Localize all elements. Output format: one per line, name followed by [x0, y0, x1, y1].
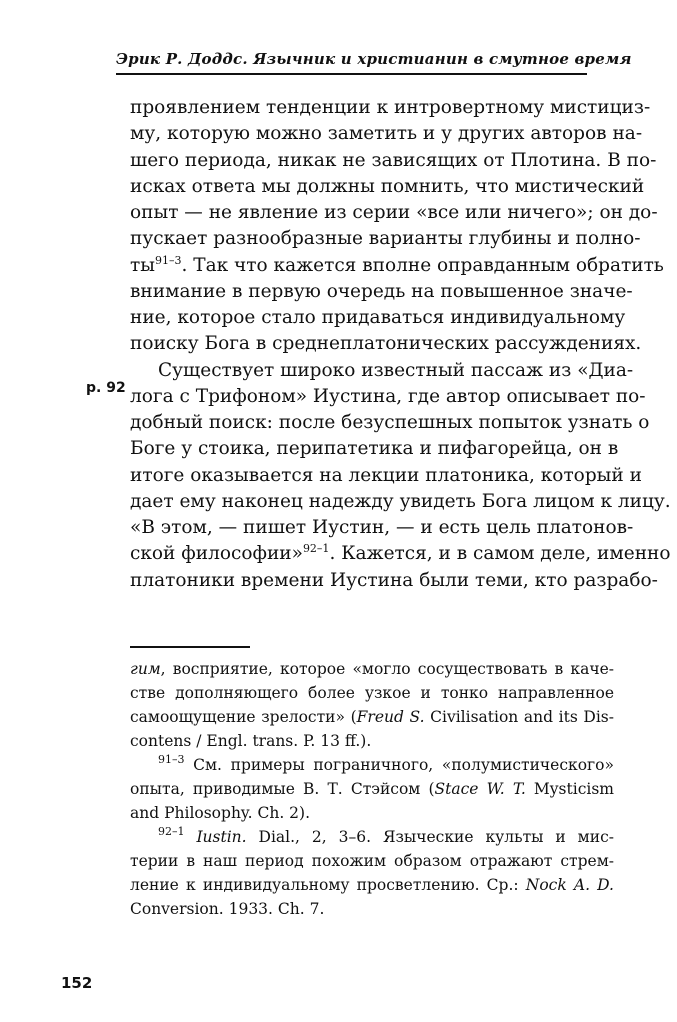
text-line: ние, которое стало придаваться индивидуальному — [130, 307, 626, 328]
footnotes — [130, 657, 614, 921]
note-line — [130, 705, 614, 729]
text-line: Боге у стоика, перипатетика и пифагорейца, он в — [130, 438, 619, 460]
note-line: терии в наш период похожим образом отражают стрем- — [130, 852, 614, 870]
note-fragment: гим — [130, 660, 161, 678]
text-line: внимание в первую очередь на повышенное значе- — [130, 280, 633, 302]
note-fragment: Mysticism — [525, 780, 614, 798]
footnote-number: 92–1 — [158, 825, 185, 838]
main-text — [130, 95, 671, 594]
note-fragment: Civilisation and its Dis- — [424, 708, 614, 726]
note-line — [130, 753, 614, 777]
running-header: Эрик Р. Доддс. Язычник и христианин в смутное время — [116, 50, 632, 68]
text-line: шего периода, никак не зависящих от Плотина. В по- — [130, 149, 657, 171]
footnote-ref: 91–3 — [154, 253, 182, 267]
footnote-92-1 — [130, 825, 614, 921]
note-line: contens / Engl. trans. P. 13 ff.). — [130, 732, 372, 750]
text-line: итоге оказывается на лекции платоника, который и — [130, 464, 642, 486]
text-fragment: . Так что кажется вполне оправданным обратить — [181, 254, 664, 276]
footnote-ref: 92–1 — [302, 542, 330, 556]
note-line: and Philosophy. Ch. 2). — [130, 804, 311, 822]
text-line: пускает разнообразные варианты глубины и полно- — [130, 228, 641, 250]
footnote-rule — [130, 646, 250, 648]
footnote-continuation — [130, 657, 614, 753]
note-fragment: Nock A. D. — [525, 876, 614, 894]
text-line: исках ответа мы должны помнить, что мистический — [130, 175, 645, 197]
note-line — [130, 777, 614, 801]
note-fragment: опыта, приводимые В. Т. Стэйсом ( — [130, 780, 435, 798]
note-fragment: Iustin. — [196, 828, 247, 846]
note-fragment: самоощущение зрелости» ( — [130, 708, 357, 726]
note-fragment: , восприятие, которое «могло сосуществовать в каче- — [160, 660, 614, 678]
margin-page-reference: p. 92 — [86, 380, 126, 396]
note-line — [130, 825, 614, 849]
text-line: поиску Бога в среднеплатонических рассуждениях. — [130, 333, 642, 355]
text-line: Существует широко известный пассаж из «Диа- — [158, 359, 634, 381]
text-line: «В этом, — пишет Иустин, — и есть цель платонов- — [130, 517, 634, 538]
note-fragment: Stace W. T. — [434, 780, 526, 798]
note-line — [130, 873, 614, 897]
text-fragment: ты — [130, 254, 155, 276]
text-line: платоники времени Иустина были теми, кто разрабо- — [130, 569, 658, 591]
text-line: проявлением тенденции к интровертному мистициз- — [130, 97, 651, 118]
footnote-number: 91–3 — [158, 753, 185, 766]
note-line: стве дополняющего более узкое и тонко направленное — [130, 684, 614, 702]
page-number: 152 — [61, 974, 93, 992]
text-fragment: ской философии» — [130, 543, 303, 565]
note-line: Conversion. 1933. Ch. 7. — [130, 900, 325, 918]
text-line: добный поиск: после безуспешных попыток узнать о — [130, 412, 650, 433]
text-line — [130, 253, 664, 279]
note-fragment: Dial., 2, 3–6. Языческие культы и мис- — [246, 828, 614, 846]
text-line: му, которую можно заметить и у других авторов на- — [130, 123, 643, 145]
note-fragment: Freud S. — [356, 708, 425, 726]
footnote-91-3 — [130, 753, 614, 825]
text-fragment: . Кажется, и в самом деле, именно — [329, 543, 671, 565]
text-line: дает ему наконец надежду увидеть Бога лицом к лицу. — [130, 490, 671, 512]
text-line: опыт — не явление из серии «все или ничего»; он до- — [130, 202, 658, 223]
text-line — [130, 541, 671, 567]
text-line: лога с Трифоном» Иустина, где автор описывает по- — [130, 385, 646, 407]
paragraph-1 — [130, 95, 664, 358]
note-fragment: ление к индивидуальному просветлению. Ср.: — [130, 876, 526, 894]
header-rule — [116, 73, 587, 75]
note-fragment: См. примеры пограничного, «полумистического» — [184, 756, 614, 774]
paragraph-2 — [130, 358, 671, 594]
note-line — [130, 657, 614, 681]
